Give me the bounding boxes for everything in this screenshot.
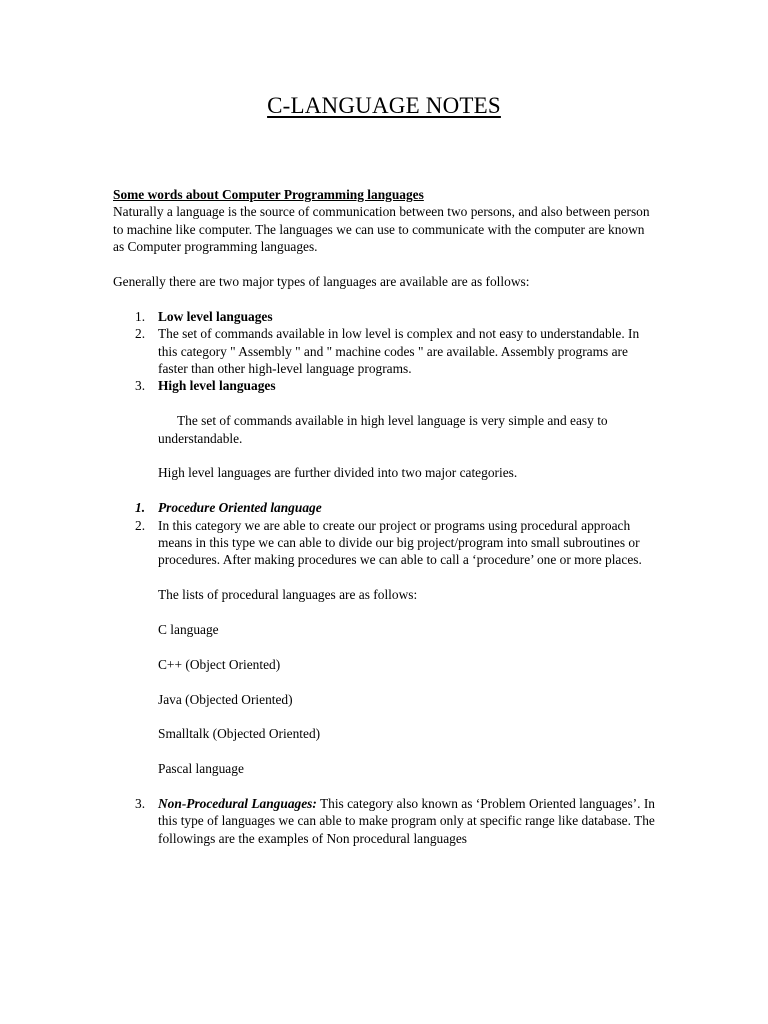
document-body: [113, 186, 658, 847]
list-item-text: Low level languages: [158, 308, 273, 324]
high-level-divided-paragraph: High level languages are further divided into two major categories.: [158, 465, 518, 481]
list-item-text: The set of commands available in low level is complex and not easy to understandable. In this category " Assembly " and " machine codes " are available. Assembly programs are faster than other high-level language programs.: [158, 326, 640, 377]
list-item: [113, 499, 658, 516]
procedural-language-item: Java (Objected Oriented): [158, 691, 293, 707]
list-item: [113, 325, 658, 377]
list-number: 3.: [135, 796, 146, 812]
list-item-text: In this category we are able to create our project or programs using procedural approach means in this type we can able to divide our big project/program into small subroutines or procedures. After making procedures we can able to call a ‘procedure’ one or more places.: [158, 517, 642, 568]
list-number: 2.: [135, 326, 146, 342]
list-item-text: High level languages: [158, 378, 276, 394]
types-intro-paragraph: Generally there are two major types of languages are available are as follows:: [113, 274, 530, 290]
procedural-list-intro: The lists of procedural languages are as follows:: [158, 587, 418, 603]
list-item-text: This category also known as ‘Problem Oriented languages’. In this type of languages we can able to make program only at specific range like database. The followings are the examples of Non procedural languages: [158, 796, 655, 846]
section-heading: Some words about Computer Programming languages: [113, 187, 424, 202]
list-number: 3.: [135, 378, 146, 394]
high-level-categories-list: [113, 499, 658, 569]
intro-paragraph: Naturally a language is the source of communication between two persons, and also between person to machine like computer. The languages we can use to communicate with the computer are known as Computer programming languages.: [113, 204, 650, 255]
list-item: [113, 377, 658, 394]
high-level-description: [113, 412, 658, 447]
page-title: C-LANGUAGE NOTES: [267, 93, 501, 118]
list-number: 1.: [135, 308, 146, 324]
procedural-language-item: C++ (Object Oriented): [158, 656, 281, 672]
list-item: [113, 517, 658, 569]
list-item: [113, 795, 658, 847]
procedural-language-item: Pascal language: [158, 761, 244, 777]
list-item: [113, 308, 658, 325]
high-level-description-text: The set of commands available in high level language is very simple and easy to understandable.: [158, 413, 608, 446]
list-number: 2.: [135, 517, 146, 533]
procedural-language-item: Smalltalk (Objected Oriented): [158, 726, 321, 742]
procedural-language-item: C language: [158, 622, 219, 638]
list-item-label: Non-Procedural Languages:: [158, 796, 317, 812]
language-levels-list: [113, 308, 658, 395]
list-number: 1.: [135, 500, 146, 516]
non-procedural-list: [113, 795, 658, 847]
list-item-text: Procedure Oriented language: [158, 500, 322, 516]
